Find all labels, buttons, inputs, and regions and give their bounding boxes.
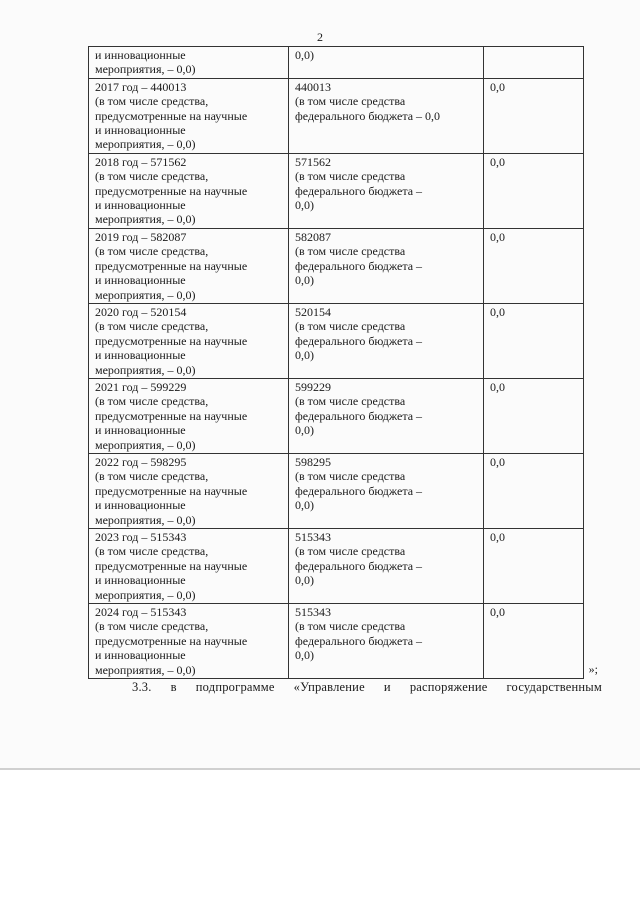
table-row xyxy=(89,303,584,378)
budget-table xyxy=(88,46,584,679)
table-cell-federal: 582087 (в том числе средства федерального бюджета – 0,0) xyxy=(289,228,484,303)
page-number: 2 xyxy=(317,30,323,44)
table-cell-year-total: 2023 год – 515343 (в том числе средства, предусмотренные на научные и инновационные мероприятия, – 0,0) xyxy=(89,529,289,604)
table-row xyxy=(89,153,584,228)
table-row xyxy=(89,453,584,528)
table-cell-federal: 515343 (в том числе средства федерального бюджета – 0,0) xyxy=(289,529,484,604)
table-cell-year-total: и инновационные мероприятия, – 0,0) xyxy=(89,47,289,79)
table-cell-federal: 571562 (в том числе средства федерального бюджета – 0,0) xyxy=(289,153,484,228)
body-paragraph: 3.3. в подпрограмме «Управление и распоряжение государственным xyxy=(132,680,602,694)
table-row xyxy=(89,78,584,153)
table-cell-other xyxy=(484,47,584,79)
table-cell-federal: 598295 (в том числе средства федерального бюджета – 0,0) xyxy=(289,453,484,528)
table-cell-other: 0,0 xyxy=(484,453,584,528)
table-cell-federal: 440013 (в том числе средства федерального бюджета – 0,0 xyxy=(289,78,484,153)
table-cell-federal: 520154 (в том числе средства федерального бюджета – 0,0) xyxy=(289,303,484,378)
table-cell-other: 0,0 xyxy=(484,529,584,604)
table-cell-year-total: 2021 год – 599229 (в том числе средства, предусмотренные на научные и инновационные мероприятия, – 0,0) xyxy=(89,378,289,453)
table-row xyxy=(89,378,584,453)
closing-quote-mark: »; xyxy=(588,662,598,676)
table-cell-federal: 0,0) xyxy=(289,47,484,79)
table-row xyxy=(89,604,584,679)
table-row xyxy=(89,228,584,303)
table-cell-federal: 599229 (в том числе средства федерального бюджета – 0,0) xyxy=(289,378,484,453)
table-cell-other: 0,0 xyxy=(484,228,584,303)
table-cell-other: 0,0 xyxy=(484,153,584,228)
table-row xyxy=(89,47,584,79)
table-cell-other: 0,0 xyxy=(484,303,584,378)
table-cell-year-total: 2018 год – 571562 (в том числе средства, предусмотренные на научные и инновационные мероприятия, – 0,0) xyxy=(89,153,289,228)
table-cell-year-total: 2024 год – 515343 (в том числе средства, предусмотренные на научные и инновационные мероприятия, – 0,0) xyxy=(89,604,289,679)
table-cell-year-total: 2017 год – 440013 (в том числе средства, предусмотренные на научные и инновационные мероприятия, – 0,0) xyxy=(89,78,289,153)
table-row xyxy=(89,529,584,604)
table-cell-year-total: 2022 год – 598295 (в том числе средства, предусмотренные на научные и инновационные мероприятия, – 0,0) xyxy=(89,453,289,528)
table-cell-other: 0,0 xyxy=(484,604,584,679)
table-cell-federal: 515343 (в том числе средства федерального бюджета – 0,0) xyxy=(289,604,484,679)
table-cell-year-total: 2020 год – 520154 (в том числе средства, предусмотренные на научные и инновационные мероприятия, – 0,0) xyxy=(89,303,289,378)
table-cell-year-total: 2019 год – 582087 (в том числе средства, предусмотренные на научные и инновационные мероприятия, – 0,0) xyxy=(89,228,289,303)
table-cell-other: 0,0 xyxy=(484,378,584,453)
table-cell-other: 0,0 xyxy=(484,78,584,153)
